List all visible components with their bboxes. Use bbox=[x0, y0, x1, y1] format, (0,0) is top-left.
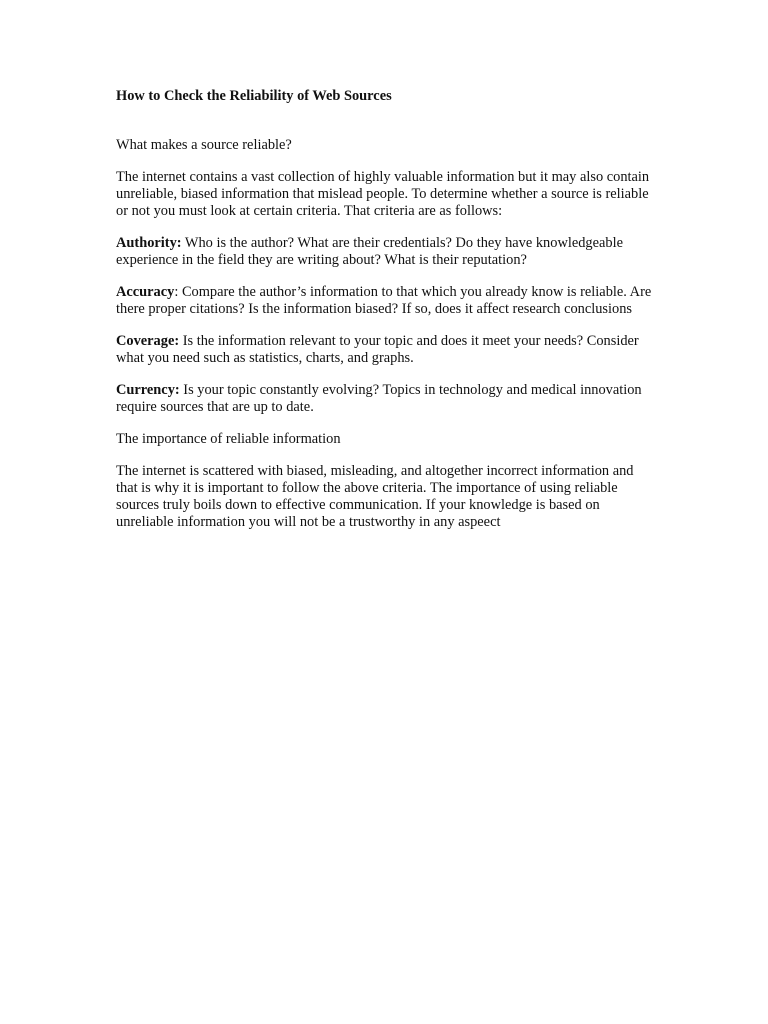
criterion-authority bbox=[116, 235, 658, 269]
criterion-term: Authority: bbox=[116, 235, 182, 251]
intro-paragraph: The internet contains a vast collection of highly valuable information but it may also contain unreliable, biased information that mislead people. To determine whether a source is reliable or not you must look at certain criteria. That criteria are as follows: bbox=[116, 169, 650, 219]
criterion-text: : Compare the author’s information to that which you already know is reliable. Are there proper citations? Is the information biased? If so, does it affect research conclusions bbox=[116, 284, 652, 317]
section-heading-reliability: What makes a source reliable? bbox=[116, 137, 292, 153]
criterion-coverage bbox=[116, 333, 658, 367]
criterion-accuracy bbox=[116, 284, 658, 318]
criterion-text: Is the information relevant to your topic and does it meet your needs? Consider what you need such as statistics, charts, and graphs. bbox=[116, 333, 639, 366]
criterion-term: Currency: bbox=[116, 382, 180, 398]
criterion-text: Is your topic constantly evolving? Topics in technology and medical innovation require sources that are up to date. bbox=[116, 382, 642, 415]
criterion-text: Who is the author? What are their credentials? Do they have knowledgeable experience in the field they are writing about? What is their reputation? bbox=[116, 235, 623, 268]
criterion-currency bbox=[116, 382, 658, 416]
criterion-term: Coverage: bbox=[116, 333, 180, 349]
conclusion-paragraph: The internet is scattered with biased, misleading, and altogether incorrect information and that is why it is important to follow the above criteria. The importance of using reliable sources truly boils down to effective communication. If your knowledge is based on unreliable information you will not be a trustworthy in any aspeect bbox=[116, 463, 634, 530]
document-title: How to Check the Reliability of Web Sources bbox=[116, 88, 392, 104]
criterion-term: Accuracy bbox=[116, 284, 175, 300]
section-heading-importance: The importance of reliable information bbox=[116, 431, 341, 447]
